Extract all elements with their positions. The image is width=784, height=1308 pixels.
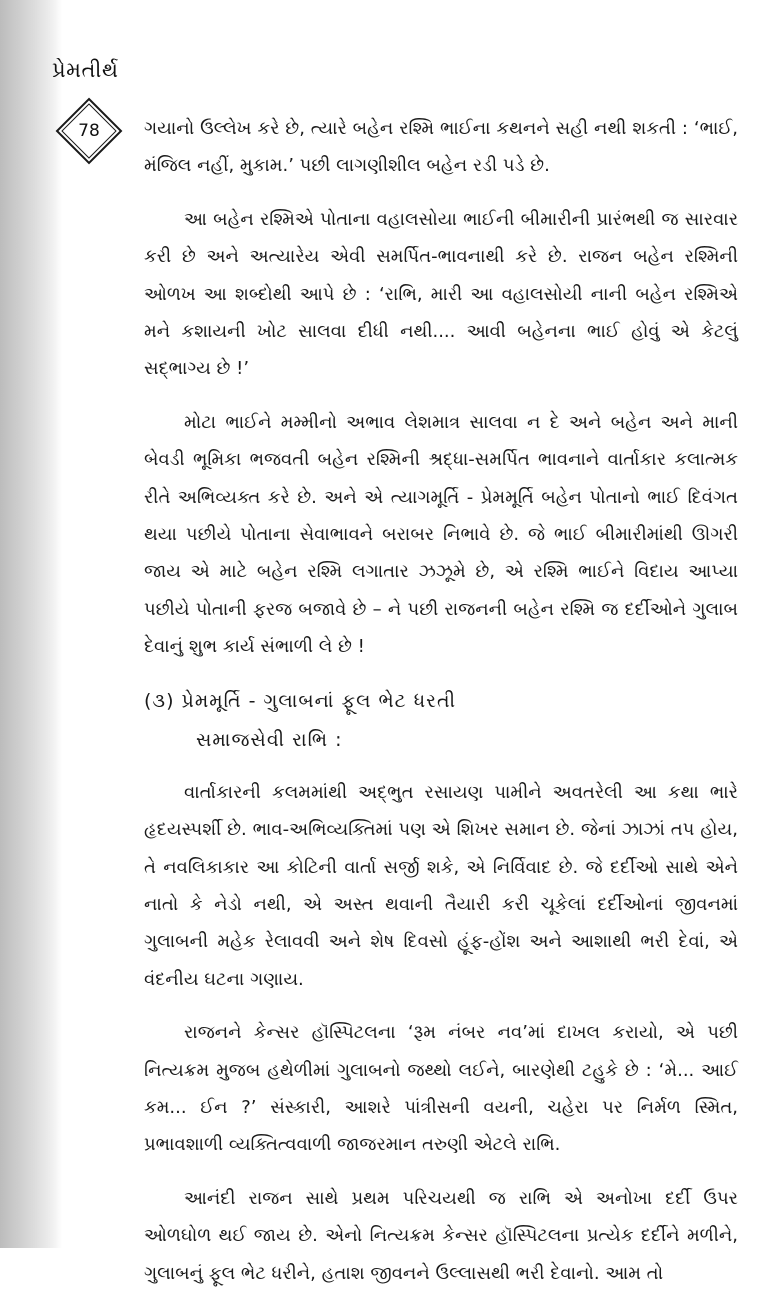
paragraph: આ બહેન રશ્મિએ પોતાના વહાલસોયા ભાઈની બીમારીની પ્રારંભથી જ સારવાર કરી છે અને અત્યારેય એવી સમર્પિત-ભાવનાથી કરે છે. રાજન બહેન રશ્મિની ઓળખ આ શબ્દોથી આપે છે : ‘રાભિ, મારી આ વહાલસોયી નાની બહેન રશ્મિએ મને કશાયની ખોટ સાલવા દીધી નથી.... આવી બહેનના ભાઈ હોવું એ કેટલું સદ્‌ભાગ્ય છે !’ <box>144 208 738 380</box>
page-number: 78 <box>78 121 100 141</box>
section-heading-line-1: (૩) પ્રેમમૂર્તિ - ગુલાબનાં ફૂલ ભેટ ધરતી <box>144 689 457 712</box>
page-number-badge <box>55 97 123 165</box>
paragraph: રાજનને કેન્સર હૉસ્પિટલના ‘રૂમ નંબર નવ’માં દાખલ કરાયો, એ પછી નિત્યક્રમ મુજબ હથેળીમાં ગુલાબનો જથ્થો લઈને, બારણેથી ટહુકે છે : ‘મે... આઈ કમ... ઈન ?’ સંસ્કારી, આશરે પાંત્રીસની વયની, ચહેરા પર નિર્મળ સ્મિત, પ્રભાવશાળી વ્યક્તિત્વવાળી જાજરમાન તરુણી એટલે રાભિ. <box>144 1022 738 1156</box>
paragraph: વાર્તાકારની કલમમાંથી અદ્‌ભુત રસાયણ પામીને અવતરેલી આ કથા ભારે હૃદયસ્પર્શી છે. ભાવ-અભિવ્યક્તિમાં પણ એ શિખર સમાન છે. જેનાં ઝાઝાં તપ હોય, તે નવલિકાકાર આ કોટિની વાર્તા સર્જી શકે, એ નિર્વિવાદ છે. જે દર્દીઓ સાથે એને નાતો કે નેડો નથી, એ અસ્ત થવાની તૈયારી કરી ચૂકેલાં દર્દીઓનાં જીવનમાં ગુલાબની મહેક રેલાવવી અને શેષ દિવસો હૂંફ-હોંશ અને આશાથી ભરી દેવાં, એ વંદનીય ઘટના ગણાય. <box>144 781 738 990</box>
page-edge-shadow <box>0 0 62 1248</box>
paragraph: મોટા ભાઈને મમ્મીનો અભાવ લેશમાત્ર સાલવા ન દે અને બહેન અને માની બેવડી ભૂમિકા ભજવતી બહેન રશ્મિની શ્રદ્ધા-સમર્પિત ભાવનાને વાર્તાકાર કલાત્મક રીતે અભિવ્યક્ત કરે છે. અને એ ત્યાગમૂર્તિ - પ્રેમમૂર્તિ બહેન પોતાનો ભાઈ દિવંગત થયા પછીયે પોતાના સેવાભાવને બરાબર નિભાવે છે. જે ભાઈ બીમારીમાંથી ઊગરી જાય એ માટે બહેન રશ્મિ લગાતાર ઝઝૂમે છે, એ રશ્મિ ભાઈને વિદાય આપ્યા પછીયે પોતાની ફરજ બજાવે છે – ને પછી રાજનની બહેન રશ્મિ જ દર્દીઓને ગુલાબ દેવાનું શુભ કાર્ય સંભાળી લે છે ! <box>144 411 738 658</box>
section-heading-line-2: સમાજસેવી રાભિ : <box>196 728 343 751</box>
paragraph: આનંદી રાજન સાથે પ્રથમ પરિચયથી જ રાભિ એ અનોખા દર્દી ઉપર ઓળઘોળ થઈ જાય છે. એનો નિત્યક્રમ કેન્સર હૉસ્પિટલના પ્રત્યેક દર્દીને મળીને, ગુલાબનું ફૂલ ભેટ ધરીને, હતાશ જીવનને ઉલ્લાસથી ભરી દેવાનો. આમ તો <box>144 1187 738 1284</box>
section-heading <box>144 682 738 760</box>
paragraph: ગયાનો ઉલ્લેખ કરે છે, ત્યારે બહેન રશ્મિ ભાઈના કથનને સહી નથી શકતી : ‘ભાઈ, મંજિલ નહીં, મુકામ.’ પછી લાગણીશીલ બહેન રડી પડે છે. <box>144 118 738 177</box>
page-body <box>144 110 738 1308</box>
running-header-title: પ્રેમતીર્થ <box>52 58 119 82</box>
